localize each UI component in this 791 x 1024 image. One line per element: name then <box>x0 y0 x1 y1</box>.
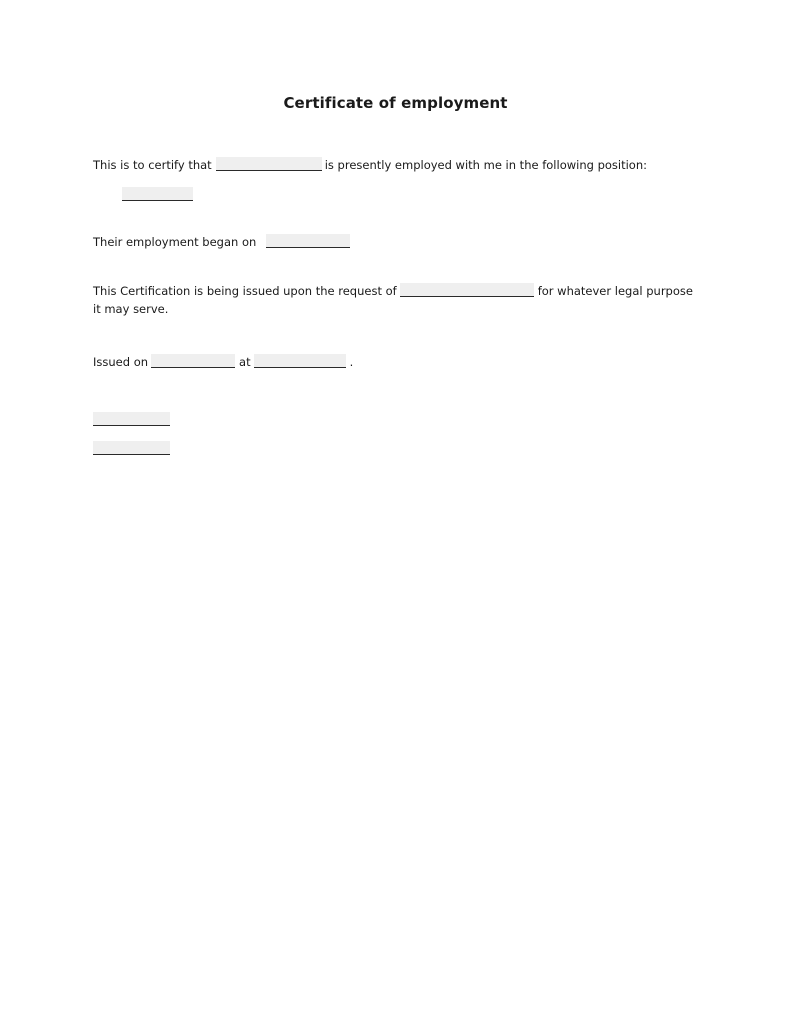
issued-place-field[interactable] <box>254 354 346 368</box>
request-prefix: This Certification is being issued upon the request of <box>93 284 397 298</box>
issued-date-field[interactable] <box>151 354 235 368</box>
signature-line-2 <box>93 440 170 458</box>
request-suffix: for whatever legal purpose <box>537 284 693 298</box>
position-line <box>122 186 193 204</box>
certify-prefix: This is to certify that <box>93 158 212 172</box>
signature-line-1 <box>93 411 170 429</box>
signature-field-2[interactable] <box>93 441 170 455</box>
request-continuation: it may serve. <box>93 302 169 316</box>
employee-name-field[interactable] <box>216 157 322 171</box>
certify-suffix: is presently employed with me in the following position: <box>324 158 647 172</box>
request-continuation-line <box>93 300 168 318</box>
document-title: Certificate of employment <box>283 94 508 112</box>
requester-field[interactable] <box>400 283 534 297</box>
employment-start-prefix: Their employment began on <box>93 235 257 249</box>
employment-start-line <box>93 233 350 251</box>
certify-line <box>93 156 647 174</box>
signature-field-1[interactable] <box>93 412 170 426</box>
issued-suffix: . <box>349 355 354 369</box>
position-field[interactable] <box>122 187 193 201</box>
issued-line <box>93 353 353 371</box>
request-line <box>93 282 693 300</box>
issued-middle: at <box>239 355 251 369</box>
employment-start-date-field[interactable] <box>266 234 350 248</box>
issued-prefix: Issued on <box>93 355 149 369</box>
